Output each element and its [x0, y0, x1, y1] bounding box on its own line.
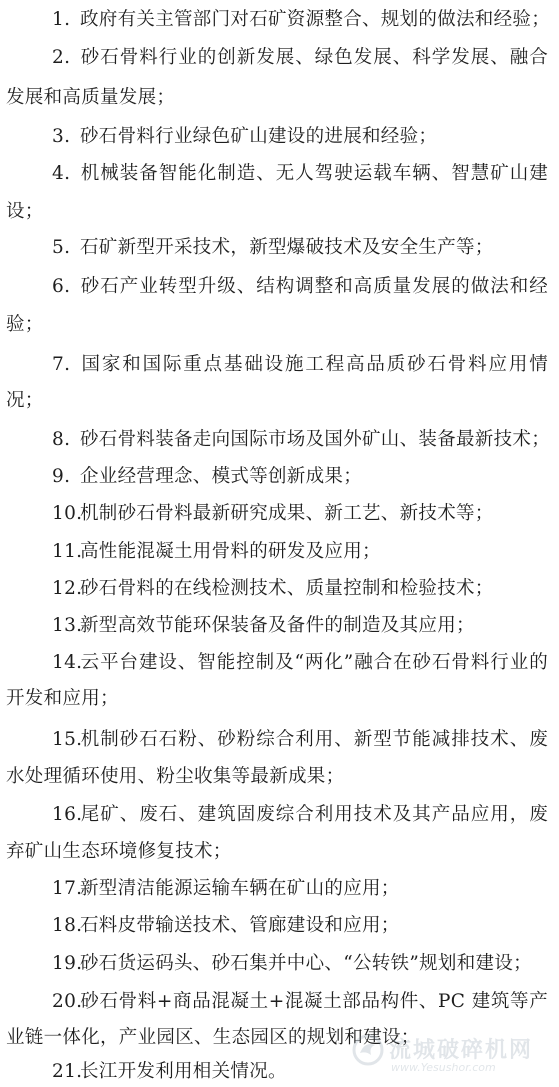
- item-number: 7.: [52, 354, 71, 375]
- list-item-continuation: 发展和高质量发展；: [6, 87, 176, 108]
- item-text: 云平台建设、智能控制及“两化”融合在砂石骨料行业的: [80, 652, 548, 673]
- item-number: 13.: [52, 615, 83, 636]
- list-item-continuation: 弃矿山生态环境修复技术；: [6, 841, 232, 862]
- item-text: 砂石骨料行业绿色矿山建设的进展和经验；: [80, 126, 438, 147]
- item-text: 高性能混凝土用骨料的研发及应用；: [80, 541, 381, 562]
- item-number: 16.: [52, 804, 83, 825]
- item-text: 砂石产业转型升级、结构调整和高质量发展的做法和经: [80, 276, 548, 297]
- list-item: [52, 952, 548, 976]
- list-item: [52, 728, 548, 752]
- item-text: 企业经营理念、模式等创新成果；: [80, 466, 363, 487]
- item-number: 21.: [52, 1061, 83, 1082]
- watermark-text: 流城破碎机网: [389, 1038, 534, 1063]
- item-number: 4.: [52, 163, 71, 184]
- dragon-logo-icon: [351, 1033, 385, 1067]
- list-item: [52, 162, 548, 186]
- list-item: [52, 428, 551, 452]
- list-item: [52, 990, 548, 1014]
- item-text: 砂石骨料的在线检测技术、质量控制和检验技术；: [80, 578, 494, 599]
- item-text: 长江开发利用相关情况。: [80, 1061, 287, 1082]
- item-number: 17.: [52, 878, 83, 899]
- watermark: [351, 1029, 551, 1081]
- item-number: 3.: [52, 126, 71, 147]
- item-number: 10.: [52, 503, 83, 524]
- list-item: [52, 275, 548, 299]
- item-number: 6.: [52, 276, 71, 297]
- item-number: 19.: [52, 953, 83, 974]
- item-text: 新型清洁能源运输车辆在矿山的应用；: [80, 878, 400, 899]
- list-item: [52, 465, 548, 489]
- item-number: 14.: [52, 652, 83, 673]
- item-number: 20.: [52, 991, 83, 1012]
- item-number: 5.: [52, 237, 71, 258]
- list-item-continuation: 验；: [6, 314, 44, 335]
- item-text: 砂石骨料+商品混凝土+混凝土部品构件、PC 建筑等产: [80, 991, 548, 1012]
- list-item: [52, 353, 548, 377]
- list-item-continuation: 业链一体化，产业园区、生态园区的规划和建设；: [6, 1027, 420, 1048]
- item-text: 砂石货运码头、砂石集并中心、“公转铁”规划和建设；: [80, 953, 532, 974]
- list-item: [52, 502, 548, 526]
- list-item-continuation: 况；: [6, 390, 44, 411]
- item-text: 石料皮带输送技术、管廊建设和应用；: [80, 915, 400, 936]
- list-item: [52, 46, 548, 70]
- watermark-url: www.Yesushor.com: [391, 1061, 496, 1074]
- item-number: 11.: [52, 541, 83, 562]
- item-text: 砂石骨料行业的创新发展、绿色发展、科学发展、融合: [80, 47, 548, 68]
- item-text: 政府有关主管部门对石矿资源整合、规划的做法和经验；: [80, 9, 551, 30]
- list-item: [52, 8, 551, 32]
- list-item: [52, 614, 548, 638]
- list-item-continuation: 设；: [6, 201, 44, 222]
- item-number: 8.: [52, 429, 71, 450]
- item-number: 1.: [52, 9, 71, 30]
- item-text: 石矿新型开采技术，新型爆破技术及安全生产等；: [80, 237, 494, 258]
- item-text: 机制砂石骨料最新研究成果、新工艺、新技术等；: [80, 503, 494, 524]
- list-item: [52, 577, 548, 601]
- item-number: 12.: [52, 578, 83, 599]
- list-item: [52, 236, 548, 260]
- list-item: [52, 651, 548, 675]
- item-number: 18.: [52, 915, 83, 936]
- item-number: 9.: [52, 466, 71, 487]
- list-item: [52, 540, 548, 564]
- list-item: [52, 125, 548, 149]
- list-item: [52, 914, 548, 938]
- list-item: [52, 877, 548, 901]
- list-item-continuation: 开发和应用；: [6, 688, 119, 709]
- list-item: [52, 803, 548, 827]
- list-item-continuation: 水处理循环使用、粉尘收集等最新成果；: [6, 766, 345, 787]
- item-number: 2.: [52, 47, 71, 68]
- item-text: 国家和国际重点基础设施工程高品质砂石骨料应用情: [80, 354, 548, 375]
- item-text: 机械装备智能化制造、无人驾驶运载车辆、智慧矿山建: [80, 163, 548, 184]
- item-text: 新型高效节能环保装备及备件的制造及其应用；: [80, 615, 475, 636]
- item-text: 尾矿、废石、建筑固废综合利用技术及其产品应用，废: [80, 804, 548, 825]
- item-text: 机制砂石石粉、砂粉综合利用、新型节能减排技术、废: [80, 729, 548, 750]
- item-number: 15.: [52, 729, 83, 750]
- item-text: 砂石骨料装备走向国际市场及国外矿山、装备最新技术；: [80, 429, 551, 450]
